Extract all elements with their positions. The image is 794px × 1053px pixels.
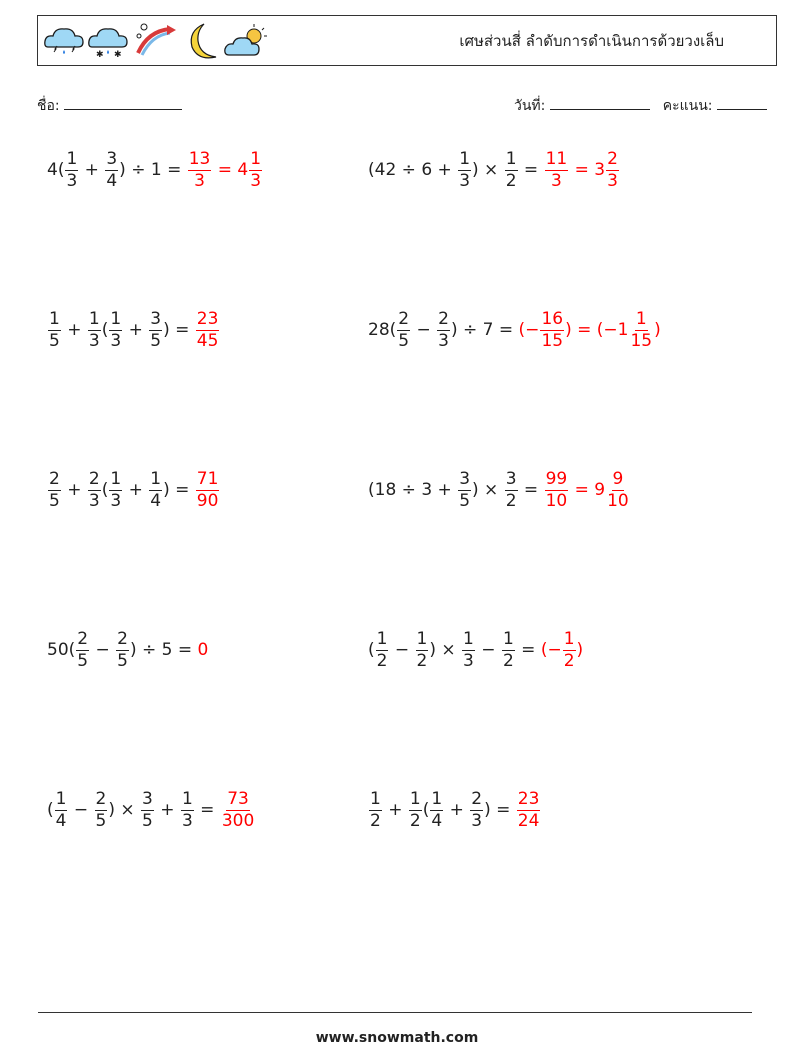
expression-text: ) × [472, 480, 504, 500]
denominator: 90 [196, 490, 219, 511]
expression-text: + [154, 800, 180, 820]
denominator: 10 [545, 490, 568, 511]
numerator: 1 [416, 628, 428, 649]
numerator: 1 [49, 308, 60, 329]
expression-text: + [61, 320, 87, 340]
denominator: 2 [416, 650, 428, 671]
expression-text: ) ÷ 1 = [119, 160, 187, 180]
expression-text: + [382, 800, 408, 820]
answer-fraction [629, 308, 653, 351]
answer-text: ) [576, 640, 584, 660]
denominator: 3 [471, 810, 483, 831]
expression-text: + [79, 160, 105, 180]
problem-8 [368, 620, 583, 680]
numerator: 73 [227, 788, 249, 809]
fraction [88, 308, 101, 351]
numerator: 1 [181, 788, 193, 809]
denominator: 3 [181, 810, 193, 831]
denominator: 5 [95, 810, 107, 831]
numerator: 2 [95, 788, 107, 809]
date-score-field [514, 95, 767, 117]
denominator: 3 [88, 330, 100, 351]
fraction [109, 308, 122, 351]
problem-1 [47, 140, 263, 200]
expression-text: ( [101, 480, 109, 500]
numerator: 2 [77, 628, 89, 649]
fraction [181, 788, 194, 831]
denominator: 3 [250, 170, 262, 191]
answer-text: = 9 [569, 480, 606, 500]
answer-text: ) = (−1 [565, 320, 629, 340]
expression-text: ) × [429, 640, 462, 660]
denominator: 2 [502, 650, 514, 671]
answer-text: = 4 [212, 160, 249, 180]
problem-7 [47, 620, 208, 680]
denominator: 4 [431, 810, 443, 831]
denominator: 15 [541, 330, 564, 351]
numerator: 11 [545, 148, 568, 169]
denominator: 2 [370, 810, 381, 831]
denominator: 45 [196, 330, 219, 351]
score-blank [717, 95, 767, 110]
name-blank [64, 95, 182, 110]
expression-text: ) × [108, 800, 141, 820]
expression-text: = [194, 800, 220, 820]
expression-text: − [68, 800, 94, 820]
fraction [458, 468, 471, 511]
wind-icon [137, 24, 176, 55]
answer-text: = 3 [569, 160, 606, 180]
crescent-moon-icon [191, 24, 216, 58]
numerator: 2 [471, 788, 483, 809]
denominator: 5 [49, 330, 60, 351]
answer-fraction [517, 788, 541, 831]
fraction [88, 468, 101, 511]
expression-text: − [475, 640, 501, 660]
numerator: 2 [438, 308, 449, 329]
sun-cloud-icon [225, 24, 267, 55]
worksheet-header [37, 15, 777, 66]
problem-3 [47, 300, 220, 360]
denominator: 2 [505, 490, 517, 511]
denominator: 3 [66, 170, 78, 191]
expression-text: ) ÷ 5 = [129, 640, 198, 660]
denominator: 4 [150, 490, 162, 511]
numerator: 3 [150, 308, 162, 329]
fraction [409, 788, 422, 831]
denominator: 2 [376, 650, 388, 671]
denominator: 24 [517, 810, 540, 831]
numerator: 1 [409, 788, 421, 809]
expression-text: ( [422, 800, 430, 820]
problem-5 [47, 460, 220, 520]
answer-fraction [545, 148, 569, 191]
fraction [65, 148, 78, 191]
denominator: 5 [49, 490, 60, 511]
problem-6 [368, 460, 631, 520]
numerator: 1 [431, 788, 443, 809]
expression-text: = [515, 640, 541, 660]
problem-10 [368, 780, 541, 840]
fraction [369, 788, 382, 831]
expression-text: + [61, 480, 87, 500]
numerator: 9 [612, 468, 624, 489]
date-label: วันที่: [514, 98, 546, 114]
numerator: 16 [541, 308, 564, 329]
numerator: 1 [55, 788, 67, 809]
fraction [141, 788, 154, 831]
numerator: 2 [398, 308, 410, 329]
fraction [95, 788, 108, 831]
snow-cloud-icon [89, 29, 127, 60]
answer-text: 0 [197, 640, 209, 660]
denominator: 5 [398, 330, 410, 351]
svg-text:✱: ✱ [114, 50, 122, 60]
denominator: 5 [142, 810, 153, 831]
expression-text: ) = [484, 800, 516, 820]
weather-icons [42, 19, 272, 63]
numerator: 3 [106, 148, 118, 169]
numerator: 1 [88, 308, 100, 329]
denominator: 3 [459, 170, 471, 191]
numerator: 1 [66, 148, 78, 169]
expression-text: ( [47, 800, 54, 820]
denominator: 2 [563, 650, 575, 671]
numerator: 1 [370, 788, 381, 809]
expression-text: − [411, 320, 437, 340]
denominator: 3 [110, 490, 122, 511]
denominator: 3 [194, 170, 205, 191]
expression-text: 28( [368, 320, 397, 340]
numerator: 1 [110, 308, 122, 329]
denominator: 5 [117, 650, 128, 671]
numerator: 3 [505, 468, 517, 489]
answer-fraction [540, 308, 564, 351]
numerator: 2 [49, 468, 60, 489]
denominator: 15 [630, 330, 653, 351]
answer-text: ) [654, 320, 661, 340]
denominator: 300 [221, 810, 255, 831]
answer-fraction [606, 468, 630, 511]
denominator: 4 [106, 170, 118, 191]
fraction [109, 468, 122, 511]
answer-fraction [221, 788, 255, 831]
fraction [397, 308, 410, 351]
expression-text: = [518, 480, 544, 500]
name-field [37, 95, 182, 117]
answer-fraction [249, 148, 262, 191]
fraction [105, 148, 118, 191]
numerator: 1 [563, 628, 575, 649]
fraction [76, 628, 89, 671]
numerator: 1 [635, 308, 647, 329]
footer-divider [38, 1012, 752, 1013]
expression-text: + [123, 320, 149, 340]
denominator: 2 [505, 170, 517, 191]
worksheet-title: เศษส่วนสี่ ลำดับการดำเนินการด้วยวงเล็บ [459, 32, 724, 50]
fraction [149, 468, 162, 511]
fraction [48, 308, 61, 351]
denominator: 3 [607, 170, 618, 191]
numerator: 71 [196, 468, 219, 489]
problem-9 [47, 780, 256, 840]
expression-text: ) = [163, 480, 195, 500]
fraction [376, 628, 389, 671]
expression-text: ) × [472, 160, 504, 180]
fraction [116, 628, 129, 671]
answer-text: (− [540, 640, 562, 660]
expression-text: (42 ÷ 6 + [368, 160, 458, 180]
numerator: 1 [463, 628, 474, 649]
expression-text: 4( [47, 160, 65, 180]
name-label: ชื่อ: [37, 98, 60, 114]
fraction [55, 788, 68, 831]
expression-text: = [518, 160, 544, 180]
expression-text: (18 ÷ 3 + [368, 480, 458, 500]
denominator: 3 [110, 330, 122, 351]
numerator: 99 [545, 468, 568, 489]
denominator: 3 [438, 330, 449, 351]
expression-text: − [389, 640, 415, 660]
answer-fraction [188, 148, 212, 191]
fraction [462, 628, 475, 671]
rain-cloud-icon [45, 29, 83, 54]
fraction [458, 148, 471, 191]
denominator: 5 [459, 490, 471, 511]
numerator: 3 [459, 468, 471, 489]
denominator: 2 [409, 810, 421, 831]
numerator: 1 [150, 468, 162, 489]
expression-text: + [123, 480, 149, 500]
date-blank [550, 95, 650, 110]
expression-text: ( [101, 320, 109, 340]
numerator: 2 [88, 468, 100, 489]
answer-fraction [196, 308, 220, 351]
answer-fraction [606, 148, 619, 191]
fraction [416, 628, 429, 671]
problem-2 [368, 140, 620, 200]
score-label: คะแนน: [662, 98, 713, 114]
numerator: 2 [607, 148, 618, 169]
numerator: 2 [117, 628, 128, 649]
fraction [149, 308, 162, 351]
numerator: 1 [502, 628, 514, 649]
numerator: 1 [110, 468, 122, 489]
numerator: 1 [459, 148, 471, 169]
fraction [505, 468, 518, 511]
answer-fraction [563, 628, 576, 671]
problem-4 [368, 300, 661, 360]
fraction [505, 148, 518, 191]
numerator: 13 [188, 148, 211, 169]
svg-text:✱: ✱ [96, 50, 104, 60]
numerator: 1 [505, 148, 517, 169]
denominator: 4 [55, 810, 67, 831]
denominator: 3 [88, 490, 100, 511]
fraction [48, 468, 61, 511]
footer-url: www.snowmath.com [315, 1030, 479, 1046]
denominator: 10 [607, 490, 629, 511]
numerator: 23 [196, 308, 219, 329]
expression-text: ) ÷ 7 = [450, 320, 519, 340]
numerator: 23 [517, 788, 540, 809]
denominator: 5 [77, 650, 89, 671]
fraction [470, 788, 483, 831]
denominator: 3 [551, 170, 562, 191]
answer-fraction [545, 468, 569, 511]
numerator: 3 [142, 788, 153, 809]
denominator: 5 [150, 330, 162, 351]
answer-text: (− [518, 320, 540, 340]
fraction [430, 788, 443, 831]
expression-text: + [444, 800, 470, 820]
numerator: 1 [250, 148, 262, 169]
denominator: 3 [463, 650, 474, 671]
answer-fraction [196, 468, 220, 511]
expression-text: 50( [47, 640, 76, 660]
expression-text: ) = [163, 320, 195, 340]
fraction [502, 628, 515, 671]
expression-text: − [90, 640, 116, 660]
expression-text: ( [368, 640, 375, 660]
numerator: 1 [376, 628, 388, 649]
fraction [437, 308, 450, 351]
